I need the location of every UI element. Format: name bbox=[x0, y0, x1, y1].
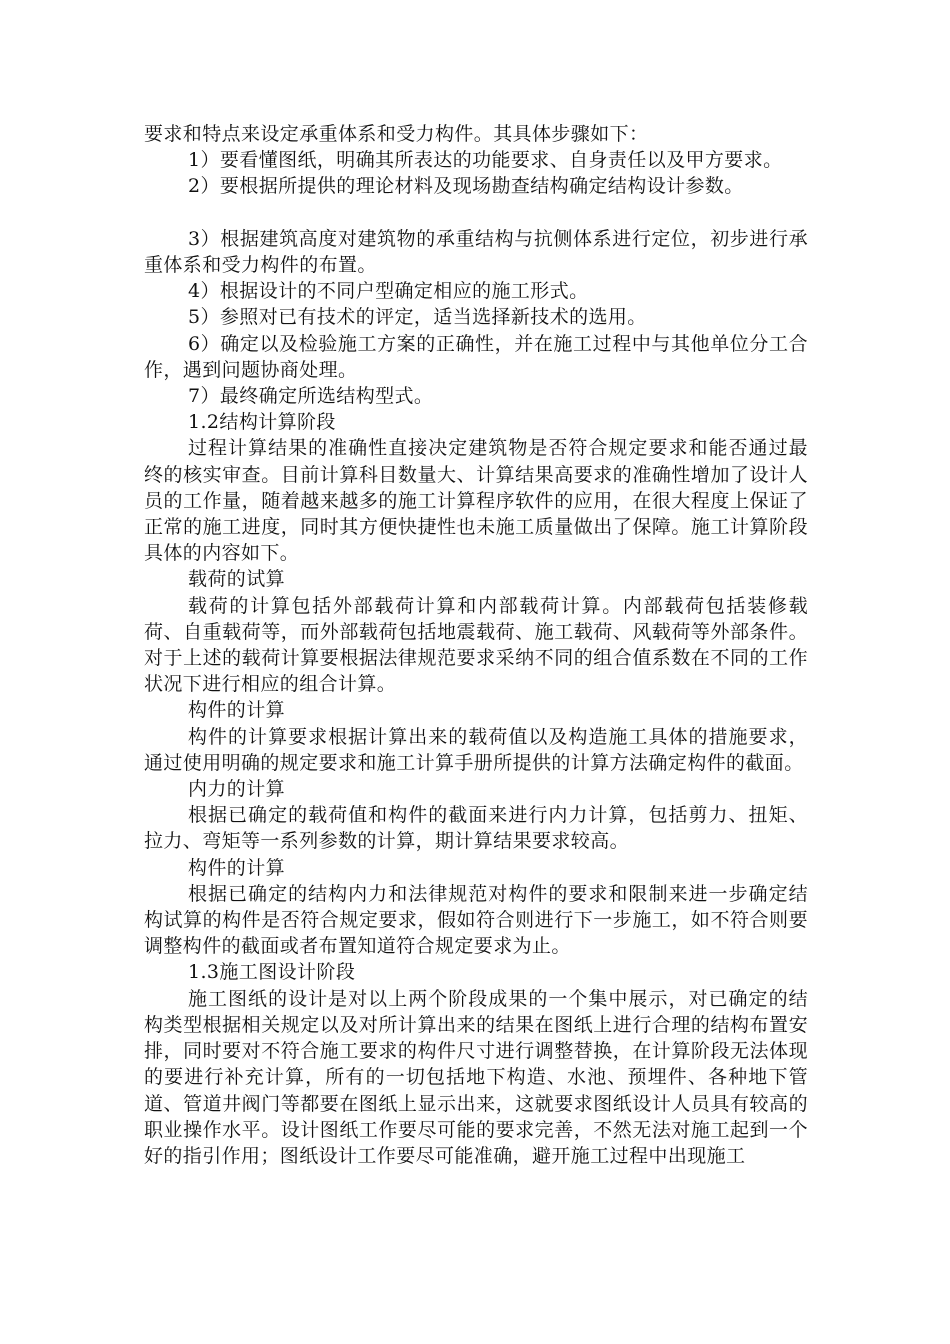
paragraph-calculation-overview: 过程计算结果的准确性直接决定建筑物是否符合规定要求和能否通过最终的核实审查。目前计算科目数量大、计算结果高要求的准确性增加了设计人员的工作量，随着越来越多的施工计算程序软件的应用，在很大程度上保证了正常的施工进度，同时其方便快捷性也未施工质量做出了保障。施工计算阶段具体的内容如下。 bbox=[144, 437, 808, 565]
step-7: 7）最终确定所选结构型式。 bbox=[188, 385, 434, 408]
step-6: 6）确定以及检验施工方案的正确性，并在施工过程中与其他单位分工合作，遇到问题协商处理。 bbox=[144, 332, 808, 381]
step-4: 4）根据设计的不同户型确定相应的施工形式。 bbox=[188, 280, 589, 303]
subheading-member-calc-1: 构件的计算 bbox=[188, 699, 286, 722]
subheading-load-trial: 载荷的试算 bbox=[188, 568, 286, 591]
document-page bbox=[144, 121, 808, 1169]
step-1: 1）要看懂图纸，明确其所表达的功能要求、自身责任以及甲方要求。 bbox=[188, 149, 783, 172]
step-5: 5）参照对已有技术的评定，适当选择新技术的选用。 bbox=[188, 306, 647, 329]
paragraph-member-calc-1: 构件的计算要求根据计算出来的载荷值以及构造施工具体的措施要求，通过使用明确的规定要求和施工计算手册所提供的计算方法确定构件的截面。 bbox=[144, 725, 808, 774]
paragraph-internal-force: 根据已确定的载荷值和构件的截面来进行内力计算，包括剪力、扭矩、拉力、弯矩等一系列参数的计算，期计算结果要求较高。 bbox=[144, 804, 808, 853]
section-heading-1-2: 1.2结构计算阶段 bbox=[188, 411, 336, 434]
subheading-internal-force: 内力的计算 bbox=[188, 778, 286, 801]
step-3: 3）根据建筑高度对建筑物的承重结构与抗侧体系进行定位，初步进行承重体系和受力构件的布置。 bbox=[144, 227, 808, 276]
step-2: 2）要根据所提供的理论材料及现场勘查结构确定结构设计参数。 bbox=[188, 175, 744, 198]
section-heading-1-3: 1.3施工图设计阶段 bbox=[188, 961, 356, 984]
paragraph-drawing-design: 施工图纸的设计是对以上两个阶段成果的一个集中展示，对已确定的结构类型根据相关规定以及对所计算出来的结果在图纸上进行合理的结构布置安排，同时要对不符合施工要求的构件尺寸进行调整替换，在计算阶段无法体现的要进行补充计算，所有的一切包括地下构造、水池、预埋件、各种地下管道、管道井阀门等都要在图纸上显示出来，这就要求图纸设计人员具有较高的职业操作水平。设计图纸工作要尽可能的要求完善，不然无法对施工起到一个好的指引作用；图纸设计工作要尽可能准确，避开施工过程中出现施工 bbox=[144, 987, 808, 1167]
paragraph-load-trial: 载荷的计算包括外部载荷计算和内部载荷计算。内部载荷包括装修载荷、自重载荷等，而外部载荷包括地震载荷、施工载荷、风载荷等外部条件。对于上述的载荷计算要根据法律规范要求采纳不同的组合值系数在不同的工作状况下进行相应的组合计算。 bbox=[144, 594, 808, 696]
subheading-member-calc-2: 构件的计算 bbox=[188, 856, 286, 879]
paragraph-intro: 要求和特点来设定承重体系和受力构件。其具体步骤如下： bbox=[144, 123, 649, 145]
paragraph-member-calc-2: 根据已确定的结构内力和法律规范对构件的要求和限制来进一步确定结构试算的构件是否符合规定要求，假如符合则进行下一步施工，如不符合则要调整构件的截面或者布置知道符合规定要求为止。 bbox=[144, 882, 808, 958]
